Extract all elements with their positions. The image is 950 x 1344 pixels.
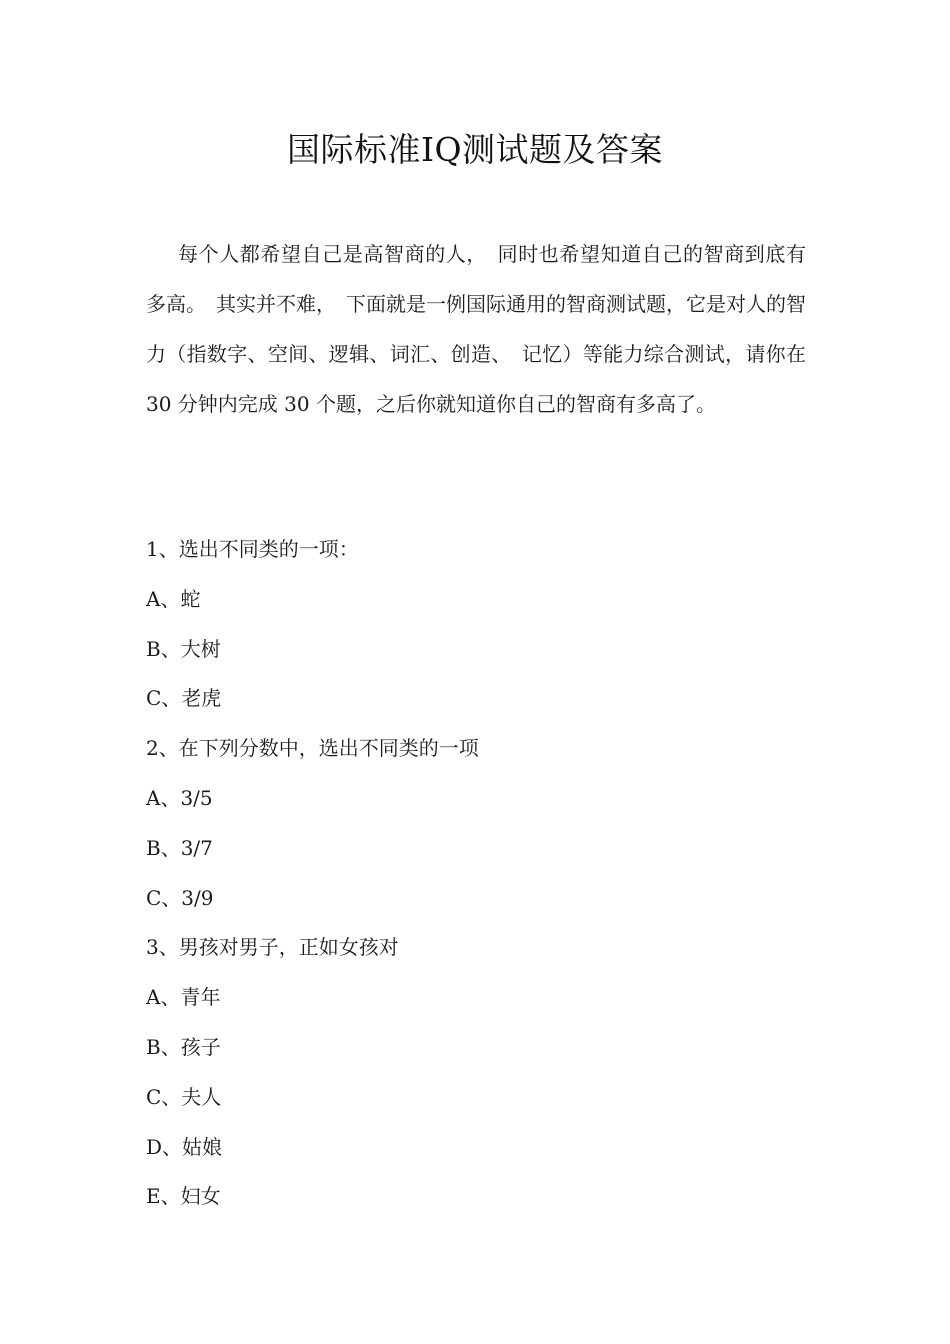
- question-2-option-c: C、3/9: [146, 885, 214, 910]
- question-3-option-d: D、姑娘: [146, 1134, 223, 1159]
- question-list: [146, 525, 806, 1222]
- question-3-option-b: B、孩子: [146, 1034, 221, 1059]
- question-3-text: 3、男孩对男子，正如女孩对: [146, 935, 399, 960]
- question-2-option-a: A、3/5: [146, 785, 213, 810]
- question-1-option-b: B、大树: [146, 636, 221, 661]
- document-title: 国际标准IQ测试题及答案: [286, 130, 664, 169]
- question-2-option-b: B、3/7: [146, 835, 213, 860]
- question-3-option-a: A、青年: [146, 985, 221, 1010]
- question-1-option-a: A、蛇: [146, 586, 201, 611]
- question-1-option-c: C、老虎: [146, 686, 222, 711]
- intro-paragraph: 每个人都希望自己是高智商的人， 同时也希望知道自己的智商到底有多高。 其实并不难， 下面就是一例国际通用的智商测试题，它是对人的智力（指数字、空间、逻辑、词汇、创造、 记忆）等能力综合测试，请你在 30 分钟内完成 30 个题，之后你就知道你自己的智商有多高了。: [146, 242, 806, 416]
- question-3-option-c: C、夫人: [146, 1084, 222, 1109]
- question-3-option-e: E、妇女: [146, 1184, 221, 1209]
- question-1-text: 1、选出不同类的一项：: [146, 537, 359, 561]
- question-2-text: 2、在下列分数中，选出不同类的一项: [146, 736, 479, 761]
